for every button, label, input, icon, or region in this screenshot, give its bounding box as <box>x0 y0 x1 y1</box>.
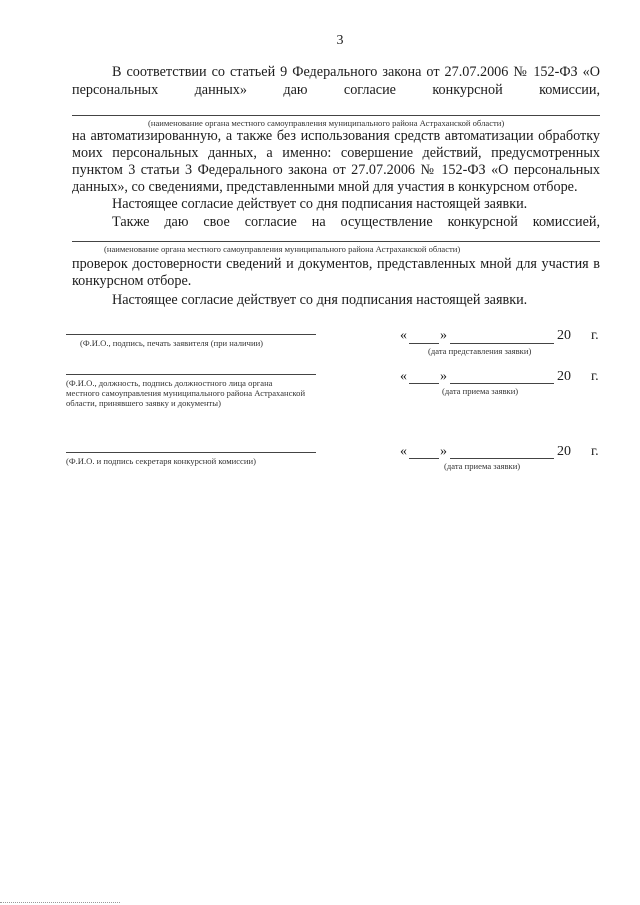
date-day-blank-1 <box>409 343 439 344</box>
date-caption-2: (дата приема заявки) <box>442 386 519 396</box>
processing-paragraph: на автоматизированную, а также без использования средств автоматизации обработку моих персональных данных, а именно: совершение действий, предусмотренных пунктом 3 статьи 3 Федерального закона от 27.07.2006 № 152-ФЗ «О персональных данных», со сведениями, представленными мной для участия в конкурсном отборе. <box>72 128 600 195</box>
official-signature-line <box>66 374 316 375</box>
date-caption-3: (дата приема заявки) <box>444 461 521 471</box>
consent-paragraph-line2: персональных данных» даю согласие конкурсной комиссии, <box>72 82 600 98</box>
validity-paragraph-2: Настоящее согласие действует со дня подписания настоящей заявки. <box>112 292 528 308</box>
organ-name-line-1 <box>72 115 600 116</box>
verification-paragraph: проверок достоверности сведений и документов, представленных мной для участия в конкурсном отборе. <box>72 256 600 289</box>
date-year-suffix-1: г. <box>591 328 599 343</box>
date-day-blank-2 <box>409 383 439 384</box>
date-caption-1: (дата представления заявки) <box>428 346 532 356</box>
scan-edge-mark <box>0 902 120 903</box>
organ-name-caption-1: (наименование органа местного самоуправления муниципального района Астраханской области) <box>148 118 505 128</box>
date-open-quote-3: « <box>400 444 407 459</box>
page-number: 3 <box>336 33 344 48</box>
secretary-signature-line <box>66 452 316 453</box>
date-year-prefix-2: 20 <box>557 369 571 384</box>
date-month-blank-3 <box>450 458 554 459</box>
date-open-quote-2: « <box>400 369 407 384</box>
date-month-blank-1 <box>450 343 554 344</box>
validity-paragraph-1: Настоящее согласие действует со дня подписания настоящей заявки. <box>112 196 528 212</box>
official-signature-caption: (Ф.И.О., должность, подпись должностного лица органа местного самоуправления муниципального района Астраханской области, принявшего заявку и документы) <box>66 378 306 408</box>
consent-paragraph-line1: В соответствии со статьей 9 Федерального закона от 27.07.2006 № 152-ФЗ «О <box>112 64 600 80</box>
secretary-signature-caption: (Ф.И.О. и подпись секретаря конкурсной комиссии) <box>66 456 256 466</box>
organ-name-line-2 <box>72 241 600 242</box>
date-day-blank-3 <box>409 458 439 459</box>
date-close-quote-2: » <box>440 369 447 384</box>
applicant-signature-caption: (Ф.И.О., подпись, печать заявителя (при наличии) <box>80 338 264 348</box>
date-close-quote-1: » <box>440 328 447 343</box>
date-close-quote-3: » <box>440 444 447 459</box>
date-year-prefix-1: 20 <box>557 328 571 343</box>
applicant-signature-line <box>66 334 316 335</box>
date-year-prefix-3: 20 <box>557 444 571 459</box>
date-month-blank-2 <box>450 383 554 384</box>
organ-name-caption-2: (наименование органа местного самоуправления муниципального района Астраханской области) <box>104 244 461 254</box>
date-year-suffix-3: г. <box>591 444 599 459</box>
verification-consent-line: Также даю свое согласие на осуществление конкурсной комиссией, <box>112 214 600 230</box>
date-open-quote-1: « <box>400 328 407 343</box>
date-year-suffix-2: г. <box>591 369 599 384</box>
